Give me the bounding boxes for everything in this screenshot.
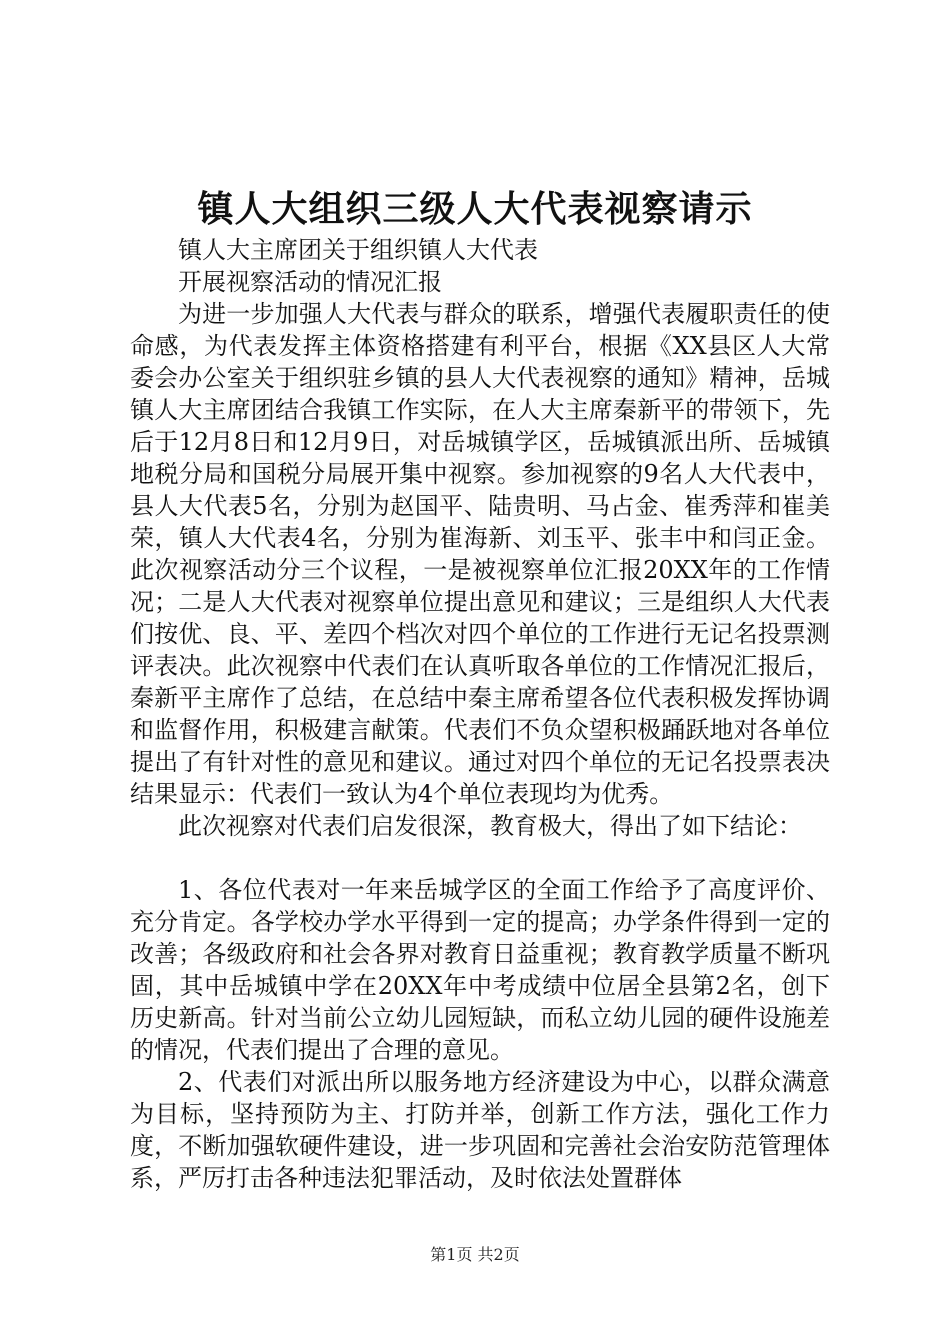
blank-line: [130, 842, 830, 874]
paragraph-conclusion-lead: 此次视察对代表们启发很深，教育极大，得出了如下结论：: [178, 812, 802, 840]
document-title: 镇人大组织三级人大代表视察请示: [197, 188, 753, 230]
paragraph-point-1: 1、各位代表对一年来岳城学区的全面工作给予了高度评价、充分肯定。各学校办学水平得到一定的提高；办学条件得到一定的改善；各级政府和社会各界对教育日益重视；教育教学质量不断巩固，其中岳城镇中学在20XX年中考成绩中位居全县第2名，创下历史新高。针对当前公立幼儿园短缺，而私立幼儿园的硬件设施差的情况，代表们提出了合理的意见。: [130, 876, 830, 1064]
subtitle-line-2: 开展视察活动的情况汇报: [178, 268, 442, 296]
paragraph-point-2: 2、代表们对派出所以服务地方经济建设为中心，以群众满意为目标，坚持预防为主、打防并举，创新工作方法，强化工作力度，不断加强软硬件建设，进一步巩固和完善社会治安防范管理体系，严厉打击各种违法犯罪活动，及时依法处置群体: [130, 1068, 830, 1192]
page-footer: 第1页 共2页: [430, 1245, 520, 1264]
document-body: [130, 234, 830, 1194]
subtitle-line-1: 镇人大主席团关于组织镇人大代表: [178, 236, 538, 264]
paragraph-intro: 为进一步加强人大代表与群众的联系，增强代表履职责任的使命感，为代表发挥主体资格搭建有利平台，根据《XX县区人大常委会办公室关于组织驻乡镇的县人大代表视察的通知》精神，岳城镇人大主席团结合我镇工作实际，在人大主席秦新平的带领下，先后于12月8日和12月9日，对岳城镇学区，岳城镇派出所、岳城镇地税分局和国税分局展开集中视察。参加视察的9名人大代表中，县人大代表5名，分别为赵国平、陆贵明、马占金、崔秀萍和崔美荣，镇人大代表4名，分别为崔海新、刘玉平、张丰中和闫正金。此次视察活动分三个议程，一是被视察单位汇报20XX年的工作情况；二是人大代表对视察单位提出意见和建议；三是组织人大代表们按优、良、平、差四个档次对四个单位的工作进行无记名投票测评表决。此次视察中代表们在认真听取各单位的工作情况汇报后，秦新平主席作了总结，在总结中秦主席希望各位代表积极发挥协调和监督作用，积极建言献策。代表们不负众望积极踊跃地对各单位提出了有针对性的意见和建议。通过对四个单位的无记名投票表决结果显示：代表们一致认为4个单位表现均为优秀。: [130, 300, 830, 808]
